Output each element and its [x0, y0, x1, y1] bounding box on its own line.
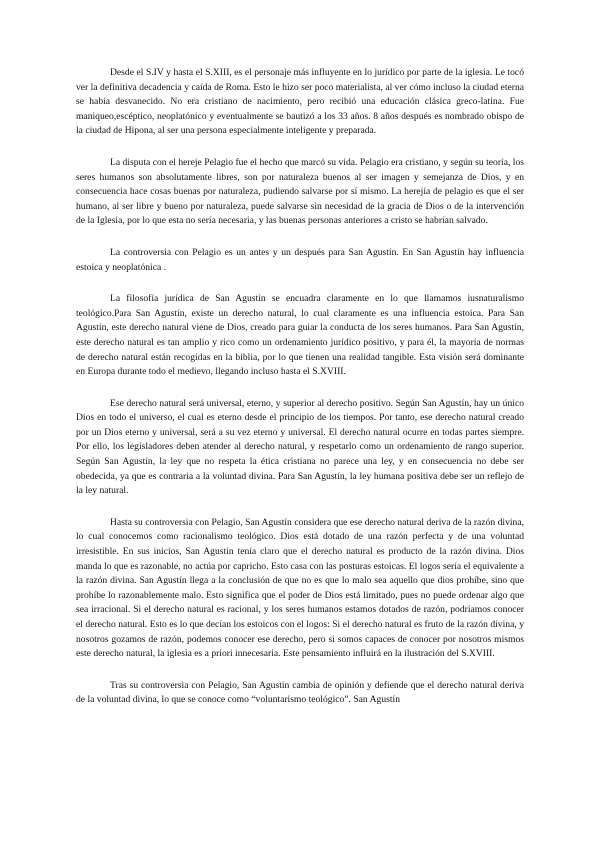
paragraph-2: La disputa con el hereje Pelagio fue el hecho que marcó su vida. Pelagio era cristiano, y según su teoría, los seres humanos son absolutamente libres, son por naturaleza buenos al ser imagen y semejanza de Dios, y en consecuencia hace cosas buenas por naturaleza, pudiendo salvarse por sí mismo. La herejía de pelagio es que el ser humano, al ser libre y bueno por naturaleza, puede salvarse sin necesidad de la gracia de Dios o de la intervención de la Iglesia, por lo que esta no sería necesaria, y las buenas personas anteriores a cristo se habrían salvado.: [76, 156, 524, 227]
paragraph-7: Tras su controversia con Pelagio, San Agustín cambia de opinión y defiende que el derecho natural deriva de la voluntad divina, lo que se conoce como “voluntarismo teológico”. San Agustín: [76, 679, 524, 706]
paragraph-6: Hasta su controversia con Pelagio, San Agustín considera que ese derecho natural deriva de la razón divina, lo cual conocemos como racionalismo teológico. Dios está dotado de una razón perfecta y de una voluntad irresistible. En sus inicios, San Agustín tenía claro que el derecho natural es producto de la razón divina. Dios manda lo que es razonable, no actúa por capricho. Esto casa con las posturas estoicas. El logos sería el equivalente a la razón divina. San Agustín llega a la conclusión de que no es que lo malo sea aquello que dios prohíbe, sino que prohíbe lo razonablemente malo. Esto significa que el poder de Dios está limitado, pues no puede ordenar algo que sea irracional. Si el derecho natural es racional, y los seres humanos estamos dotados de razón, podríamos conocer el derecho natural. Esto es lo que decían los estoicos con el logos: Si el derecho natural es fruto de la razón divina, y nosotros gozamos de razón, podemos conocer ese derecho, pero si somos capaces de conocer por nosotros mismos este derecho natural, la iglesia es a priori innecesaria. Este pensamiento influirá en la ilustración del S.XVIII.: [76, 516, 524, 660]
paragraph-3: La controversia con Pelagio es un antes y un después para San Agustín. En San Agustín hay influencia estoica y neoplatónica .: [76, 246, 524, 273]
paragraph-4: La filosofía jurídica de San Agustín se encuadra claramente en lo que llamamos iusnaturalismo teológico.Para San Agustín, existe un derecho natural, lo cual claramente es una influencia estoica. Para San Agustín, este derecho natural viene de Dios, creado para guiar la conducta de los seres humanos. Para San Agustín, este derecho natural es tan amplio y rico como un ordenamiento jurídico positivo, y para él, la mayoría de normas de derecho natural están recogidas en la biblia, por lo que tienen una realidad tangible. Esta visión será dominante en Europa durante todo el medievo, llegando incluso hasta el S.XVIII.: [76, 293, 524, 378]
document-page: [76, 66, 524, 725]
paragraph-5: Ese derecho natural será universal, eterno, y superior al derecho positivo. Según San Agustín, hay un único Dios en todo el universo, el cual es eterno desde el principio de los tiempos. Por tanto, ese derecho natural creado por un Dios eterno y universal, será a su vez eterno y universal. El derecho natural ocurre en todas partes siempre. Por ello, los legisladores deben atender al derecho natural, y respetarlo como un ordenamiento de rango superior. Según San Agustín, la ley que no respeta la ética cristiana no parece una ley, y en consecuencia no debe ser obedecida, ya que es contraria a la voluntad divina. Para San Agustín, la ley humana positiva debe ser un reflejo de la ley natural.: [76, 397, 524, 497]
paragraph-1: Desde el S.IV y hasta el S.XIII, es el personaje más influyente en lo jurídico por parte de la iglesia. Le tocó ver la definitiva decadencia y caída de Roma. Esto le hizo ser poco materialista, al ver cómo incluso la ciudad eterna se había desvanecido. No era cristiano de nacimiento, pero recibió una educación clásica greco-latina. Fue maniqueo,escéptico, neoplatónico y eventualmente se bautizó a los 33 años. 8 años después es nombrado obispo de la ciudad de Hipona, al ser una persona especialmente inteligente y preparada.: [76, 67, 524, 137]
